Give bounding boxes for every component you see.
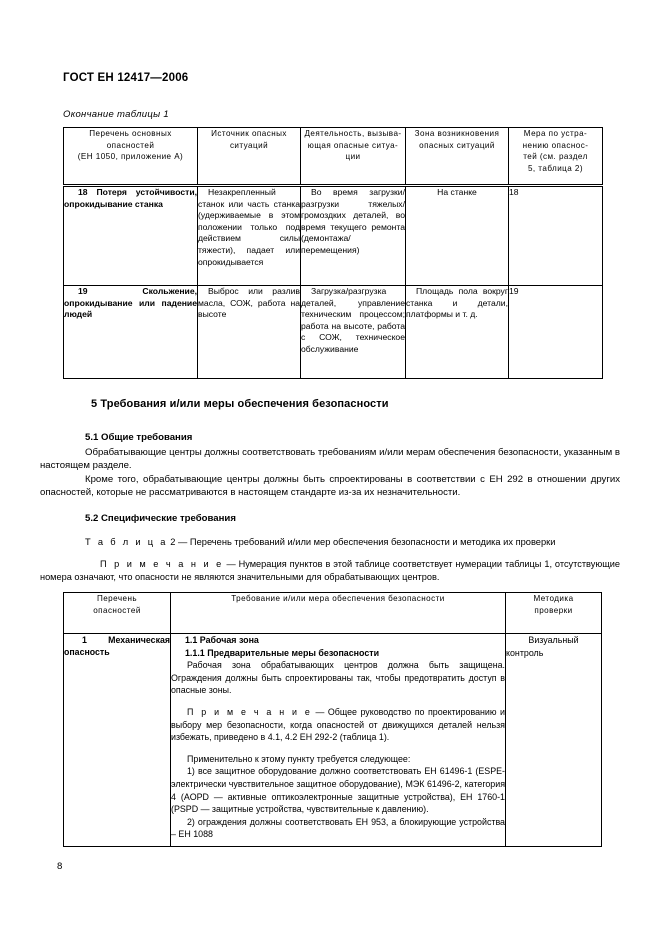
requirement-note-prefix: П р и м е ч а н и е — [187, 706, 312, 717]
hdr-line: Методика — [533, 594, 574, 603]
requirement-title-1: 1.1 Рабочая зона — [185, 635, 259, 645]
table1-cell-activity: Загрузка/разгрузка деталей, управление техническим процессом; работа на высоте, работа с СОЖ, техническое обслуживание — [301, 286, 406, 379]
table1-cell-hazard: 19 Скольжение, опрокидывание или падение людей — [64, 286, 198, 379]
table2-cell-hazard: 1 Механическая опасность — [64, 634, 171, 847]
page-number: 8 — [57, 861, 63, 872]
table2-caption-text: 2 — Перечень требований и/или мер обеспечения безопасности и методика их проверки — [170, 537, 556, 547]
table2-note — [40, 558, 620, 584]
section-5-2-heading: 5.2 Специфические требования — [85, 513, 236, 524]
table2-header-hazard-list — [64, 593, 171, 634]
table1-cell-activity: Во время загрузки/разгрузки тяжелых/громоздких деталей, во время текущего ремонта (демонтажа/перемещения) — [301, 186, 406, 286]
section-5-1-heading: 5.1 Общие требования — [85, 432, 193, 443]
hdr-line: Деятельность, вызыва- — [304, 129, 402, 138]
table2-header-row — [64, 593, 602, 634]
method-line-2: контроль — [506, 647, 544, 658]
table1-header-row — [64, 128, 603, 186]
requirement-list-item-2: 2) ограждения должны соответствовать ЕН 953, а блокирующие устройства – ЕН 1088 — [171, 816, 505, 840]
requirement-paragraph-1: Рабочая зона обрабатывающих центров должна быть защищена. Ограждения должны быть спроектированы так, чтобы предотвратить доступ в опасные зоны. — [171, 660, 505, 696]
hdr-line: тей (см. раздел — [523, 152, 588, 161]
hdr-line: Мера по устра- — [523, 129, 588, 138]
table1-cell-source: Выброс или разлив масла, СОЖ, работа на высоте — [198, 286, 301, 379]
hdr-line: 5, таблица 2) — [527, 163, 584, 173]
table1-cell-zone: Площадь пола вокруг станка и детали, платформы и т. д. — [406, 286, 509, 379]
table1-continuation-label: Окончание таблицы 1 — [63, 109, 169, 120]
hdr-line: Источник опасных — [211, 129, 287, 138]
table1-cell-source: Незакрепленный станок или часть станка (удерживаемые в этом положении только под действием силы тяжести), падает или опрокидывается — [198, 186, 301, 286]
table2-caption — [85, 536, 605, 549]
requirement-list-item-1: 1) все защитное оборудование должно соответствовать ЕН 61496-1 (ESPE-электрически чувствительное защитное оборудование), МЭК 61496-2, категория 4 (AOPD — активные оптикоэлектронные защитные устройства), ЕН 1760-1 (PSPD — защитные устройства, чувствительные к давлению). — [171, 766, 505, 815]
requirement-note — [171, 706, 505, 744]
hdr-line: проверки — [534, 605, 573, 615]
table2-cell-requirement — [171, 634, 506, 847]
requirement-note-text: — Общее руководство по проектированию и выбору мер безопасности, когда опасностей от движущихся деталей нельзя избежать, приведено в 4.1, 4.2 ЕН 292-2 (таблица 1). — [171, 706, 506, 743]
hdr-line: опасных ситуаций — [419, 140, 495, 150]
table2-header-requirement — [171, 593, 506, 634]
requirement-paragraph-2: Применительно к этому пункту требуется следующее: — [187, 753, 411, 764]
method-line-1: Визуальный — [528, 635, 579, 645]
table1-cell-hazard: 18 Потеря устойчивости, опрокидывание станка — [64, 186, 198, 286]
table-row — [64, 286, 603, 379]
hdr-line: Зона возникновения — [414, 129, 500, 138]
requirement-title-2: 1.1.1 Предварительные меры безопасности — [185, 647, 380, 658]
hdr-line: Требование и/или мера обеспечения безопасности — [231, 594, 445, 603]
hdr-line: нению опаснос- — [522, 140, 589, 150]
table2-note-text: — Нумерация пунктов в этой таблице соответствует нумерации таблицы 1, отсутствующие номера означают, что опасности не являются значительными для обрабатывающих центров. — [40, 559, 621, 582]
hdr-line: опасностей — [106, 140, 155, 150]
table-row — [64, 186, 603, 286]
table1 — [63, 127, 597, 379]
table1-cell-zone: На станке — [406, 186, 509, 286]
table1-cell-measure: 19 — [509, 286, 603, 379]
section-5-heading: 5 Требования и/или меры обеспечения безопасности — [91, 398, 389, 410]
table1-header-hazard-list — [64, 128, 198, 186]
table2-caption-prefix: Т а б л и ц а — [85, 537, 168, 547]
hdr-line: ции — [345, 152, 361, 161]
table-row — [64, 634, 602, 847]
table1-header-measure — [509, 128, 603, 186]
table1-cell-measure: 18 — [509, 186, 603, 286]
table2-header-method — [506, 593, 602, 634]
table2-note-prefix: П р и м е ч а н и е — [100, 559, 224, 569]
page-title: ГОСТ ЕН 12417—2006 — [63, 72, 189, 84]
hdr-line: ситуаций — [229, 140, 269, 150]
hdr-line: ющая опасные ситуа- — [307, 140, 399, 150]
table2-cell-method — [506, 634, 602, 847]
hdr-line: Перечень — [96, 594, 138, 603]
table2 — [63, 592, 598, 847]
hdr-line: опасностей — [93, 605, 141, 615]
table1-header-activity — [301, 128, 406, 186]
section-5-1-paragraph-2: Кроме того, обрабатывающие центры должны быть спроектированы в соответствии с ЕН 292 в отношении других опасностей, которые не рассматриваются в настоящем стандарте из-за их незначительности. — [40, 474, 620, 499]
table1-header-zone — [406, 128, 509, 186]
hdr-line: (ЕН 1050, приложение А) — [77, 152, 184, 161]
table1-header-source — [198, 128, 301, 186]
section-5-1-paragraph-1: Обрабатывающие центры должны соответствовать требованиям и/или мерам обеспечения безопасности, указанным в настоящем разделе. — [40, 447, 620, 472]
hdr-line: Перечень основных — [89, 129, 172, 138]
